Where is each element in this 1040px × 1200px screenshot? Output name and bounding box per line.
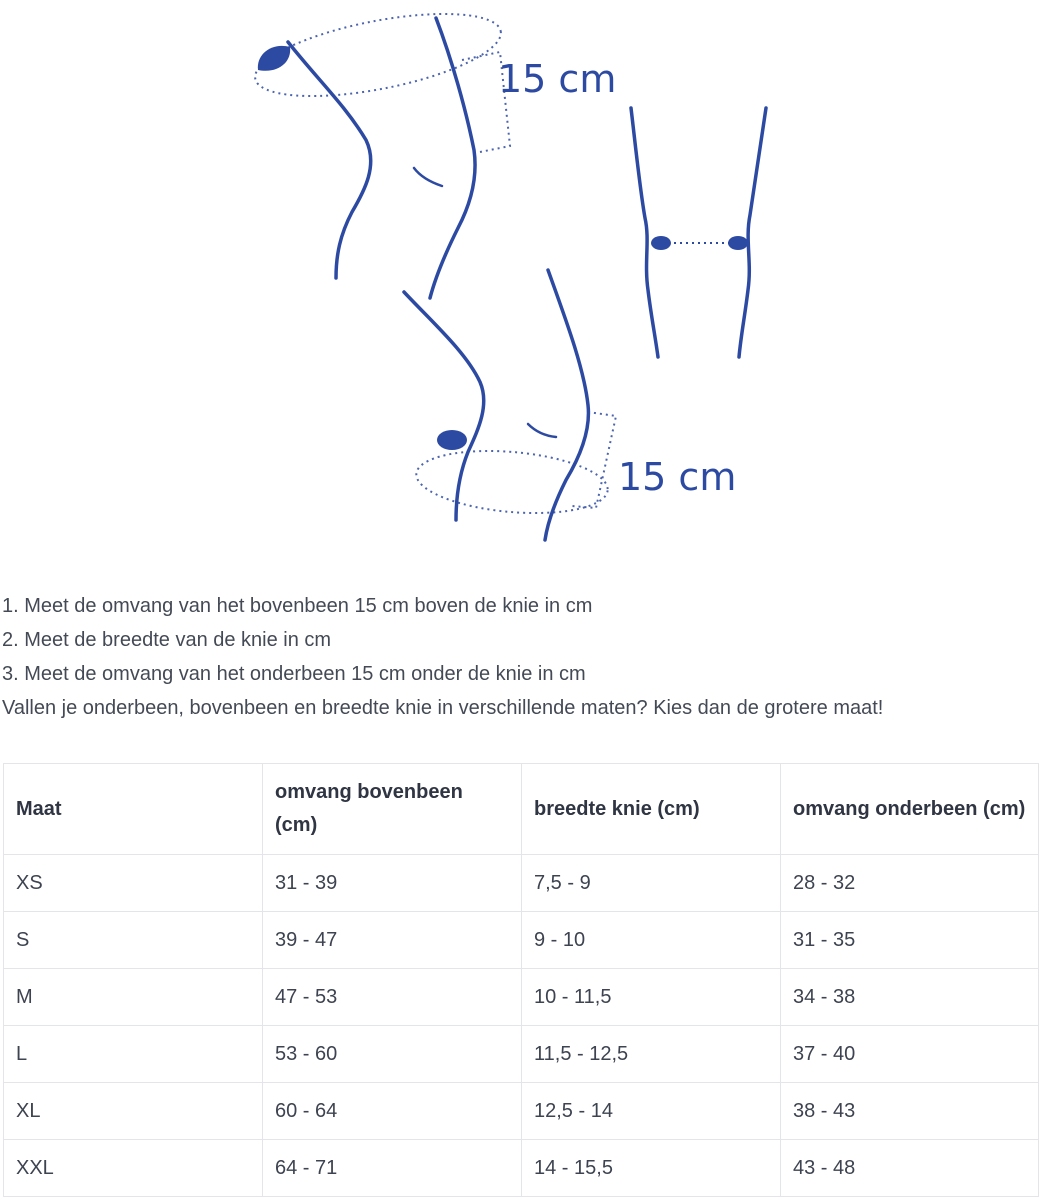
knee-right-marker-dot: [728, 236, 748, 250]
knee-front-left-contour: [631, 108, 658, 357]
cell-size: L: [4, 1026, 263, 1083]
cell-size: XXL: [4, 1140, 263, 1197]
calf-distance-bracket: [572, 412, 616, 508]
instruction-step-1: 1. Meet de omvang van het bovenbeen 15 cm boven de knie in cm: [2, 595, 593, 617]
knee-measurement-diagram: [0, 0, 1040, 560]
cell-knee: 11,5 - 12,5: [522, 1026, 781, 1083]
calf-marker-dot: [437, 430, 467, 450]
header-size: Maat: [4, 764, 263, 855]
cell-thigh: 53 - 60: [263, 1026, 522, 1083]
cell-thigh: 47 - 53: [263, 969, 522, 1026]
cell-thigh: 31 - 39: [263, 855, 522, 912]
table-header-row: [4, 764, 1039, 855]
cell-size: S: [4, 912, 263, 969]
calf-front-contour: [545, 270, 588, 540]
cell-size: M: [4, 969, 263, 1026]
cell-calf: 34 - 38: [781, 969, 1039, 1026]
thigh-measure-label: 15 cm: [498, 57, 617, 101]
table-row: [4, 855, 1039, 912]
cell-size: XS: [4, 855, 263, 912]
instruction-step-2: 2. Meet de breedte van de knie in cm: [2, 629, 332, 651]
calf-kneecap-crease: [528, 424, 556, 437]
size-chart-table: [3, 763, 1039, 1197]
calf-back-contour: [404, 292, 484, 520]
cell-knee: 7,5 - 9: [522, 855, 781, 912]
table-row: [4, 1140, 1039, 1197]
table-row: [4, 969, 1039, 1026]
cell-calf: 37 - 40: [781, 1026, 1039, 1083]
table-row: [4, 1026, 1039, 1083]
cell-calf: 31 - 35: [781, 912, 1039, 969]
cell-thigh: 60 - 64: [263, 1083, 522, 1140]
header-knee-width: breedte knie (cm): [522, 764, 781, 855]
cell-knee: 10 - 11,5: [522, 969, 781, 1026]
cell-knee: 14 - 15,5: [522, 1140, 781, 1197]
instruction-step-3: 3. Meet de omvang van het onderbeen 15 cm onder de knie in cm: [2, 663, 586, 685]
cell-calf: 28 - 32: [781, 855, 1039, 912]
thigh-kneecap-crease: [414, 168, 442, 186]
cell-thigh: 39 - 47: [263, 912, 522, 969]
cell-knee: 12,5 - 14: [522, 1083, 781, 1140]
calf-circumference-ring: [414, 444, 610, 521]
instruction-note: Vallen je onderbeen, bovenbeen en breedte knie in verschillende maten? Kies dan de grotere maat!: [2, 697, 884, 719]
cell-thigh: 64 - 71: [263, 1140, 522, 1197]
table-row: [4, 1083, 1039, 1140]
cell-calf: 38 - 43: [781, 1083, 1039, 1140]
header-thigh-circumference: omvang bovenbeen (cm): [263, 764, 522, 855]
header-calf-circumference: omvang onderbeen (cm): [781, 764, 1039, 855]
cell-knee: 9 - 10: [522, 912, 781, 969]
calf-measure-label: 15 cm: [618, 455, 737, 499]
thigh-marker-dot: [258, 46, 290, 71]
measurement-instructions: [2, 589, 1040, 725]
table-row: [4, 912, 1039, 969]
thigh-front-contour: [430, 18, 475, 298]
knee-front-right-contour: [739, 108, 766, 357]
knee-left-marker-dot: [651, 236, 671, 250]
cell-size: XL: [4, 1083, 263, 1140]
cell-calf: 43 - 48: [781, 1140, 1039, 1197]
thigh-back-contour: [288, 42, 371, 278]
